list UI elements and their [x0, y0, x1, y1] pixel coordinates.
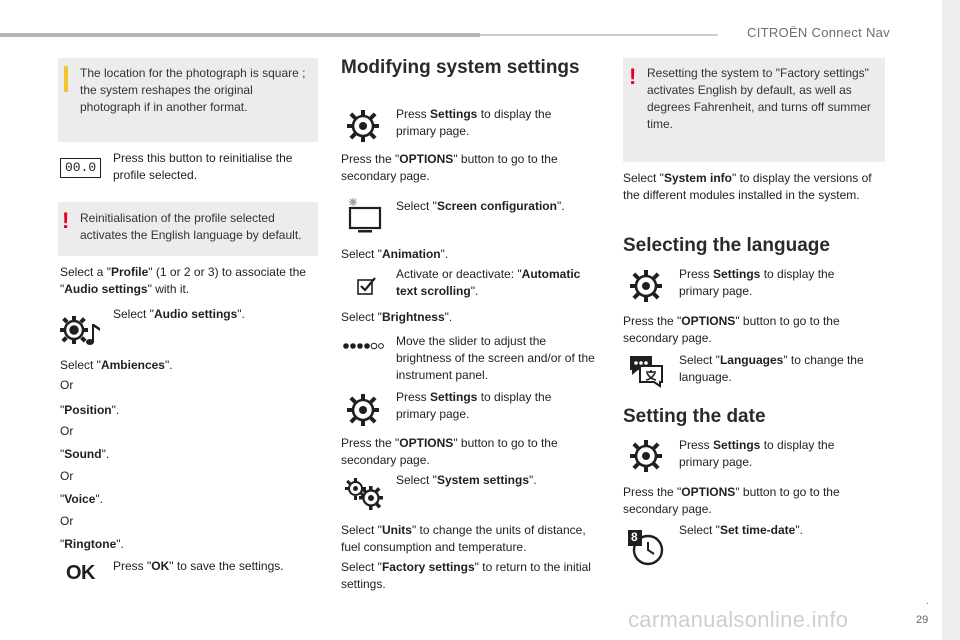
screen-icon	[344, 196, 384, 236]
header-rule-light	[480, 34, 718, 36]
gear-icon	[628, 438, 664, 474]
section-title-language: Selecting the language	[623, 235, 830, 256]
ok-icon: OK	[66, 562, 95, 584]
option-ringtone: "Ringtone".	[60, 537, 124, 551]
select-units: Select "Units" to change the units of distance, fuel consumption and temperature.	[341, 523, 586, 554]
brightness-slider-text: Move the slider to adjust the brightness of the screen and/or of the instrument panel.	[396, 334, 595, 382]
press-options-text-4: Press the "OPTIONS" button to go to the secondary page.	[623, 485, 840, 516]
automatic-text-scrolling: Activate or deactivate: "Automatic text scrolling".	[396, 267, 581, 298]
gear-music-icon	[58, 310, 104, 350]
counter-reset-icon: 00.0	[60, 158, 101, 178]
option-position: "Position".	[60, 403, 120, 417]
page-number: 29	[916, 614, 929, 626]
gear-icon	[345, 108, 381, 144]
footer-watermark: carmanualsonline.info	[628, 607, 849, 632]
press-ok-text: Press "OK" to save the settings.	[113, 559, 284, 573]
press-options-text-2: Press the "OPTIONS" button to go to the secondary page.	[341, 436, 558, 467]
warning-icon: !	[62, 208, 70, 233]
press-settings-text-4: Press Settings to display the primary page.	[679, 438, 835, 469]
clock-icon	[626, 528, 666, 568]
counter-desc: Press this button to reinitialise the profile selected.	[113, 151, 293, 182]
info-note-accent	[64, 66, 68, 92]
section-title-system-settings: Modifying system settings	[341, 57, 580, 78]
select-system-info: Select "System info" to display the versions of the different modules installed in the system.	[623, 171, 872, 202]
select-languages: Select "Languages" to change the language.	[679, 353, 864, 384]
option-sound: "Sound".	[60, 447, 110, 461]
select-screen-config: Select "Screen configuration".	[396, 199, 565, 213]
or-text: Or	[60, 424, 74, 438]
side-strip	[942, 0, 960, 640]
option-voice: "Voice".	[60, 492, 103, 506]
select-animation: Select "Animation".	[341, 247, 449, 261]
brightness-dots-icon	[342, 338, 384, 354]
warn-note-text-1: Reinitialisation of the profile selected activates the English language by default.	[80, 211, 302, 242]
or-text: Or	[60, 378, 74, 392]
select-system-settings: Select "System settings".	[396, 473, 537, 487]
checkbox-icon	[354, 274, 378, 298]
warning-icon: !	[629, 64, 637, 89]
section-title-date: Setting the date	[623, 406, 766, 427]
info-note-text: The location for the photograph is square ; the system reshapes the original photograph if in another format.	[80, 66, 306, 114]
clock-badge-number: 8	[631, 530, 638, 544]
select-ambiences: Select "Ambiences".	[60, 358, 173, 372]
press-options-text-1: Press the "OPTIONS" button to go to the secondary page.	[341, 152, 558, 183]
header-title: CITROËN Connect Nav	[747, 25, 890, 40]
press-settings-text-3: Press Settings to display the primary page.	[679, 267, 835, 298]
gear-icon	[628, 268, 664, 304]
select-set-time-date: Select "Set time-date".	[679, 523, 803, 537]
or-text: Or	[60, 469, 74, 483]
warn-note-text-2: Resetting the system to "Factory settings" activates English by default, as well as degrees Fahrenheit, and turns off summer time.	[647, 66, 871, 131]
press-settings-text-1: Press Settings to display the primary page.	[396, 107, 552, 138]
press-settings-text-2: Press Settings to display the primary page.	[396, 390, 552, 421]
language-icon	[626, 352, 666, 388]
select-brightness: Select "Brightness".	[341, 310, 453, 324]
or-text: Or	[60, 514, 74, 528]
press-options-text-3: Press the "OPTIONS" button to go to the secondary page.	[623, 314, 840, 345]
header-rule-dark	[0, 33, 480, 37]
select-factory-settings: Select "Factory settings" to return to the initial settings.	[341, 560, 591, 591]
gear-icon	[345, 392, 381, 428]
select-profile-text: Select a "Profile" (1 or 2 or 3) to associate the "Audio settings" with it.	[60, 265, 306, 296]
page-dot: .	[926, 596, 929, 607]
double-gear-icon	[344, 476, 384, 510]
select-audio-settings: Select "Audio settings".	[113, 307, 245, 321]
